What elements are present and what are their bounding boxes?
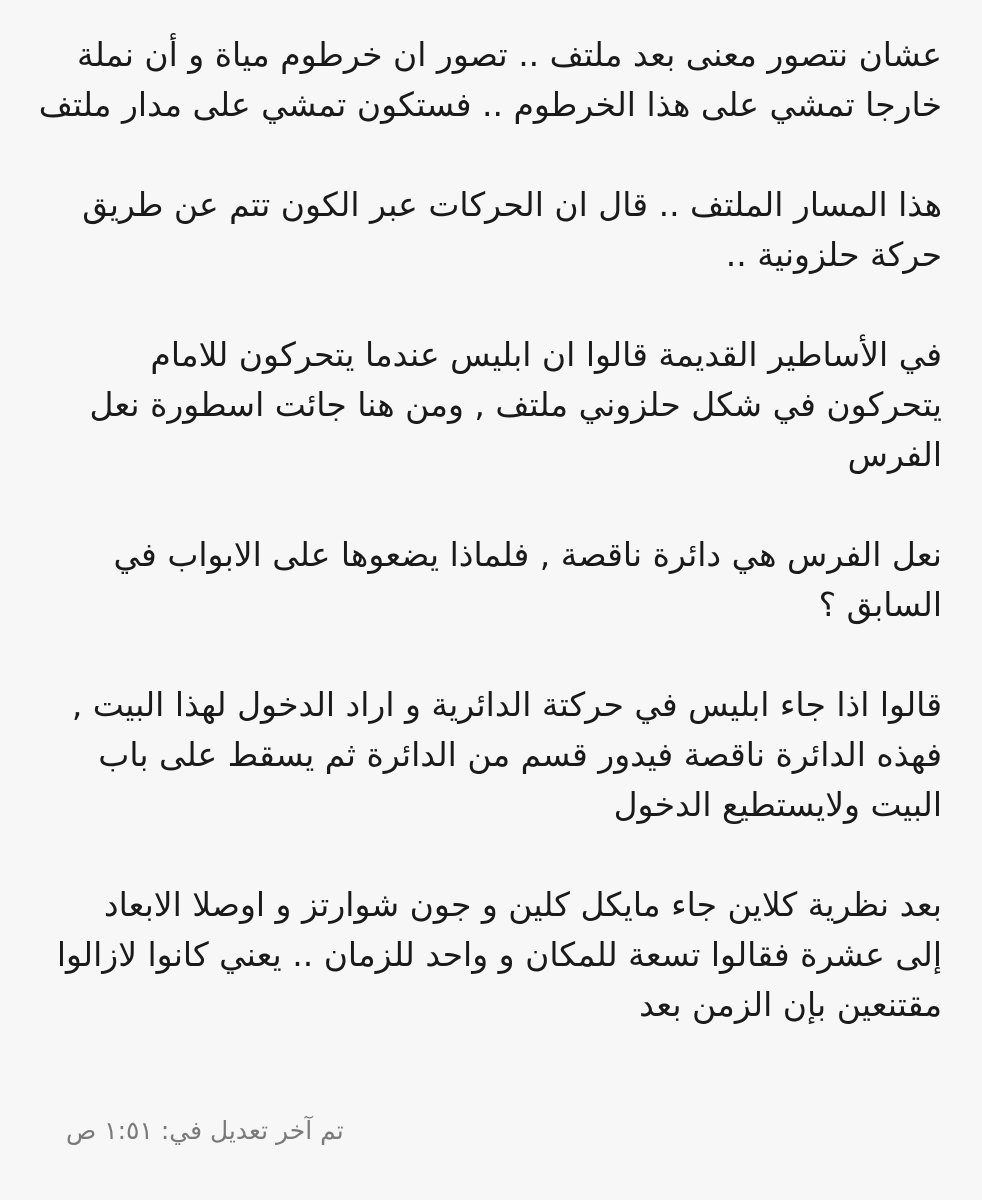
last-edited-timestamp: تم آخر تعديل في: ١:٥١ ص [66,1116,344,1145]
note-paragraph [60,680,942,830]
note-line: في الأساطير القديمة قالوا ان ابليس عندما يتحركون للامام [150,335,942,374]
note-line: بعد نظرية كلاين جاء مايكل كلين و جون شوارتز و اوصلا الابعاد [103,885,942,924]
note-line: فهذه الدائرة ناقصة فيدور قسم من الدائرة ثم يسقط على باب [98,735,942,774]
note-line: السابق ؟ [818,585,942,624]
note-paragraph [56,880,942,1030]
note-line: إلى عشرة فقالوا تسعة للمكان و واحد للزمان .. يعني كانوا لازالوا [56,935,942,974]
note-line: هذا المسار الملتف .. قال ان الحركات عبر الكون تتم عن طريق [82,185,942,224]
note-body[interactable] [38,30,942,1080]
note-line: الفرس [847,435,942,474]
note-line: خارجا تمشي على هذا الخرطوم .. فستكون تمشي على مدار ملتف [38,85,942,124]
note-line: البيت ولايستطيع الدخول [613,785,942,824]
note-line: عشان نتصور معنى بعد ملتف .. تصور ان خرطوم مياة و أن نملة [77,35,942,74]
note-paragraph [38,30,942,130]
note-paragraph [60,330,942,480]
note-line: مقتنعين بإن الزمن بعد [639,985,942,1024]
note-line: نعل الفرس هي دائرة ناقصة , فلماذا يضعوها على الابواب في [113,535,942,574]
note-line: يتحركون في شكل حلزوني ملتف , ومن هنا جائت اسطورة نعل [89,385,942,424]
note-paragraph [60,180,942,280]
note-paragraph [60,530,942,630]
note-line: حركة حلزونية .. [725,235,942,274]
note-line: قالوا اذا جاء ابليس في حركتة الدائرية و اراد الدخول لهذا البيت , [71,685,942,724]
